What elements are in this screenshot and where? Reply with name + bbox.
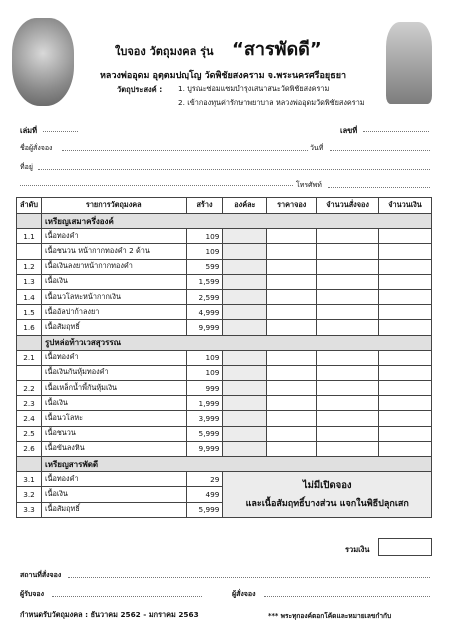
row-item: เนื้อนวโลหะหน้ากากเงิน: [41, 289, 186, 304]
receiver-field[interactable]: [52, 596, 202, 597]
phone-label: โทรศัพท์: [296, 181, 322, 189]
row-each[interactable]: [223, 381, 267, 396]
row-item: เนื้อเงิน: [41, 396, 186, 411]
row-each[interactable]: [223, 259, 267, 274]
row-price[interactable]: [267, 305, 317, 320]
row-no: 2.4: [17, 411, 42, 426]
note-cell: [223, 472, 432, 518]
col-order-count: จำนวนสั่งจอง: [317, 198, 379, 214]
row-item: เนื้อเงินกันหุ้มทองคำ: [41, 365, 186, 380]
row-each[interactable]: [223, 411, 267, 426]
row-order-count[interactable]: [317, 229, 379, 244]
table-row: [17, 289, 432, 304]
table-row: [17, 426, 432, 441]
row-item: เนื้อสัมฤทธิ์: [41, 502, 186, 517]
row-order-count[interactable]: [317, 259, 379, 274]
row-amount[interactable]: [379, 289, 432, 304]
table-row: [17, 396, 432, 411]
row-order-count[interactable]: [317, 320, 379, 335]
row-price[interactable]: [267, 320, 317, 335]
row-each[interactable]: [223, 289, 267, 304]
row-item: เนื้อเหล็กน้ำพี้กันหุ้มเงิน: [41, 381, 186, 396]
table-row: [17, 229, 432, 244]
row-qty: 1,599: [186, 274, 223, 289]
row-item: เนื้อเงินลงยาหน้ากากทองคำ: [41, 259, 186, 274]
row-amount[interactable]: [379, 381, 432, 396]
row-no: 1.2: [17, 259, 42, 274]
table-row: [17, 259, 432, 274]
row-each[interactable]: [223, 274, 267, 289]
row-qty: 29: [186, 472, 223, 487]
row-qty: 3,999: [186, 411, 223, 426]
row-amount[interactable]: [379, 411, 432, 426]
col-no: ลำดับ: [17, 198, 42, 214]
row-amount[interactable]: [379, 426, 432, 441]
col-amount: จำนวนเงิน: [379, 198, 432, 214]
table-row: [17, 274, 432, 289]
row-amount[interactable]: [379, 350, 432, 365]
row-each[interactable]: [223, 305, 267, 320]
no-field[interactable]: [363, 131, 429, 132]
row-price[interactable]: [267, 365, 317, 380]
row-no: 3.2: [17, 487, 42, 502]
row-qty: 5,999: [186, 502, 223, 517]
table-row: [17, 305, 432, 320]
row-amount[interactable]: [379, 274, 432, 289]
row-price[interactable]: [267, 411, 317, 426]
header-big-title: “สารพัดดี”: [232, 39, 322, 60]
row-amount[interactable]: [379, 365, 432, 380]
purpose-2: 2. เข้ากองทุนค่ารักษาพยาบาล หลวงพ่ออุดมวัดพิชัยสงคราม: [178, 98, 365, 107]
row-price[interactable]: [267, 441, 317, 456]
row-order-count[interactable]: [317, 289, 379, 304]
row-no: 1.4: [17, 289, 42, 304]
row-no: 1.5: [17, 305, 42, 320]
row-item: เนื้อสัมฤทธิ์: [41, 320, 186, 335]
row-amount[interactable]: [379, 396, 432, 411]
row-qty: 109: [186, 350, 223, 365]
row-qty: 1,999: [186, 396, 223, 411]
row-item: เนื้อชนวน หน้ากากทองคำ 2 ด้าน: [41, 244, 186, 259]
section-title: เหรียญสารพัดดี: [41, 457, 431, 472]
section-row: [17, 335, 432, 350]
section-row: [17, 214, 432, 229]
name-label: ชื่อผู้สั่งจอง: [20, 144, 53, 152]
header-line1: ใบจอง วัตถุมงคล รุ่น: [115, 45, 214, 58]
phone-field[interactable]: [328, 187, 430, 188]
row-item: เนื้อทองคำ: [41, 350, 186, 365]
row-amount[interactable]: [379, 259, 432, 274]
purpose-1: 1. บูรณะซ่อมแซมบำรุงเสนาสนะวัดพิชัยสงคราม: [178, 84, 330, 93]
col-each: องค์ละ: [223, 198, 267, 214]
row-no: 2.6: [17, 441, 42, 456]
row-qty: 109: [186, 244, 223, 259]
col-item: รายการวัตถุมงคล: [41, 198, 186, 214]
row-price[interactable]: [267, 259, 317, 274]
row-order-count[interactable]: [317, 426, 379, 441]
row-no: 2.3: [17, 396, 42, 411]
row-qty: 4,999: [186, 305, 223, 320]
row-price[interactable]: [267, 426, 317, 441]
row-price[interactable]: [267, 289, 317, 304]
row-no: 3.1: [17, 472, 42, 487]
row-each[interactable]: [223, 320, 267, 335]
table-row: [17, 365, 432, 380]
row-order-count[interactable]: [317, 305, 379, 320]
row-no: 1.3: [17, 274, 42, 289]
row-item: เนื้ออัลปาก้าลงยา: [41, 305, 186, 320]
table-row: [17, 381, 432, 396]
order-table: [16, 197, 432, 518]
row-each[interactable]: [223, 396, 267, 411]
row-no: 1.6: [17, 320, 42, 335]
row-item: เนื้อชนวน: [41, 426, 186, 441]
row-amount[interactable]: [379, 320, 432, 335]
row-qty: 999: [186, 381, 223, 396]
row-each[interactable]: [223, 426, 267, 441]
date-field[interactable]: [330, 150, 430, 151]
deadline-text: กำหนดรับวัตถุมงคล : ธันวาคม 2562 - มกราคม 2563: [20, 610, 199, 619]
row-each[interactable]: [223, 441, 267, 456]
row-price[interactable]: [267, 274, 317, 289]
row-qty: 9,999: [186, 320, 223, 335]
row-amount[interactable]: [379, 441, 432, 456]
address-label: ที่อยู่: [20, 163, 33, 171]
remark-text: *** พระทุกองค์ตอกโค้ดและหมายเลขกำกับ: [268, 612, 392, 620]
row-price[interactable]: [267, 229, 317, 244]
row-item: เนื้อขันลงหิน: [41, 441, 186, 456]
section-title: เหรียญเสมาครึ่งองค์: [41, 214, 431, 229]
row-each[interactable]: [223, 229, 267, 244]
table-row: [17, 244, 432, 259]
total-box[interactable]: [378, 538, 432, 556]
row-amount[interactable]: [379, 229, 432, 244]
table-row: [17, 320, 432, 335]
row-order-count[interactable]: [317, 381, 379, 396]
orderer-label: ผู้สั่งจอง: [232, 590, 256, 598]
row-order-count[interactable]: [317, 411, 379, 426]
row-no: [17, 244, 42, 259]
note-line1: ไม่มีเปิดจอง: [302, 480, 352, 492]
receiver-label: ผู้รับจอง: [20, 590, 45, 598]
row-no: 3.3: [17, 502, 42, 517]
col-qty: สร้าง: [186, 198, 223, 214]
row-each[interactable]: [223, 244, 267, 259]
row-order-count[interactable]: [317, 350, 379, 365]
amulet-image: [12, 18, 74, 106]
row-each[interactable]: [223, 365, 267, 380]
row-order-count[interactable]: [317, 244, 379, 259]
row-price[interactable]: [267, 396, 317, 411]
book-no-label: เล่มที่: [20, 126, 38, 135]
row-no: [17, 365, 42, 380]
table-row: [17, 472, 432, 487]
purpose-label: วัตถุประสงค์ :: [117, 85, 163, 94]
row-amount[interactable]: [379, 305, 432, 320]
row-item: เนื้อเงิน: [41, 487, 186, 502]
row-qty: 599: [186, 259, 223, 274]
address-field-2[interactable]: [20, 185, 293, 186]
section-title: รูปหล่อท้าวเวสสุวรรณ: [41, 335, 431, 350]
row-no: 2.5: [17, 426, 42, 441]
book-no-field[interactable]: [43, 131, 78, 132]
row-item: เนื้อเงิน: [41, 274, 186, 289]
row-qty: 5,999: [186, 426, 223, 441]
row-qty: 109: [186, 229, 223, 244]
row-item: เนื้อทองคำ: [41, 472, 186, 487]
row-amount[interactable]: [379, 244, 432, 259]
place-label: สถานที่สั่งจอง: [20, 571, 62, 579]
header-line2: หลวงพ่ออุดม อุตฺตมปญฺโญ วัดพิชัยสงคราม จ.พระนครศรีอยุธยา: [100, 71, 347, 81]
statue-image: [386, 22, 432, 104]
section-row: [17, 457, 432, 472]
no-label: เลขที่: [340, 126, 358, 135]
row-each[interactable]: [223, 350, 267, 365]
date-label: วันที่: [310, 144, 324, 152]
row-price[interactable]: [267, 381, 317, 396]
row-qty: 109: [186, 365, 223, 380]
total-label: รวมเงิน: [345, 545, 370, 554]
table-row: [17, 411, 432, 426]
row-item: เนื้อทองคำ: [41, 229, 186, 244]
row-order-count[interactable]: [317, 365, 379, 380]
row-order-count[interactable]: [317, 274, 379, 289]
row-item: เนื้อนวโลหะ: [41, 411, 186, 426]
col-price: ราคาจอง: [267, 198, 317, 214]
orderer-field[interactable]: [264, 596, 430, 597]
row-order-count[interactable]: [317, 441, 379, 456]
place-field[interactable]: [68, 577, 430, 578]
note-line2: และเนื้อสัมฤทธิ์บางส่วน แจกในพิธีปลุกเสก: [245, 499, 409, 510]
row-no: 1.1: [17, 229, 42, 244]
row-price[interactable]: [267, 350, 317, 365]
row-order-count[interactable]: [317, 396, 379, 411]
table-row: [17, 441, 432, 456]
row-no: 2.2: [17, 381, 42, 396]
row-qty: 2,599: [186, 289, 223, 304]
name-field[interactable]: [62, 150, 308, 151]
address-field[interactable]: [38, 169, 430, 170]
row-no: 2.1: [17, 350, 42, 365]
row-price[interactable]: [267, 244, 317, 259]
row-qty: 499: [186, 487, 223, 502]
table-row: [17, 350, 432, 365]
table-header-row: [17, 198, 432, 214]
row-qty: 9,999: [186, 441, 223, 456]
